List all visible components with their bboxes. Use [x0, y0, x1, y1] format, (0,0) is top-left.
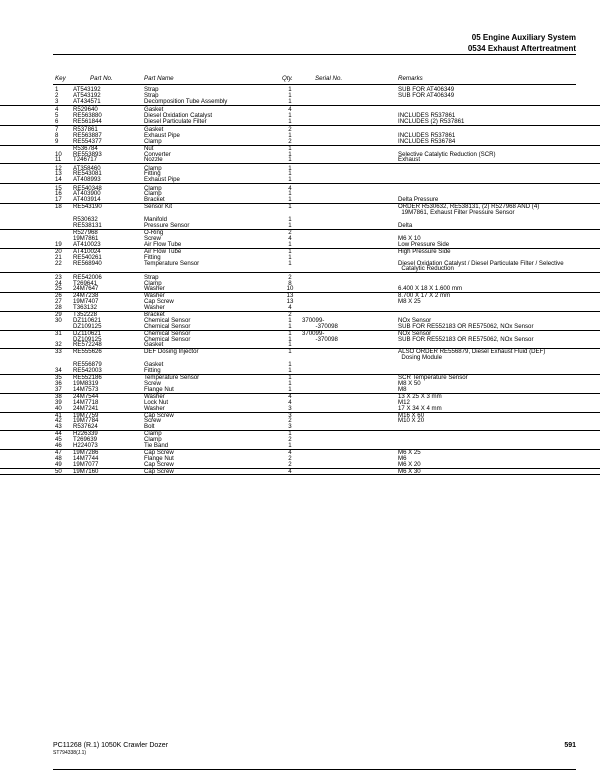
cell-remarks: M6 X 30	[398, 467, 421, 475]
cell-remarks: 8.700 X 17 X 2 mm	[398, 292, 451, 300]
cell-qty: 1	[288, 367, 292, 375]
cell-key: 22	[55, 259, 62, 267]
cell-part-name: Chemical Sensor	[144, 316, 191, 324]
cell-part-name: Tie Band	[144, 441, 169, 449]
cell-part-no: 24M7544	[73, 392, 99, 400]
cell-qty: 1	[288, 203, 292, 211]
cell-key: 50	[55, 467, 62, 475]
cell-qty: 2	[288, 137, 292, 145]
cell-part-name: Nut	[144, 144, 154, 152]
cell-key: 16	[55, 190, 62, 198]
cell-qty: 2	[288, 310, 292, 318]
cell-part-name: Fitting	[144, 253, 161, 261]
cell-remarks: SUB FOR AT406349	[398, 86, 455, 93]
cell-qty: 1	[288, 247, 292, 255]
cell-key: 36	[55, 380, 62, 388]
cell-part-no: RE538131	[73, 222, 102, 230]
cell-qty: 1	[288, 86, 292, 93]
cell-part-name: Clamp	[144, 164, 162, 172]
cell-remarks: SUB FOR RE552183 OR RE575062, NOx Sensor	[398, 322, 534, 330]
cell-qty: 4	[288, 304, 292, 312]
cell-part-no: AT410024	[73, 247, 101, 255]
cell-qty: 3	[288, 404, 292, 412]
cell-part-no: 24M7241	[73, 404, 99, 412]
cell-part-name: Clamp	[144, 137, 162, 145]
cell-key: 15	[55, 184, 62, 192]
cell-serial-no: -370098	[302, 322, 338, 330]
cell-part-no: 19M7286	[73, 448, 99, 456]
cell-key: 40	[55, 404, 62, 412]
cell-qty: 1	[288, 131, 292, 139]
cell-qty: 1	[288, 176, 292, 184]
cell-part-no: RE543081	[73, 170, 102, 178]
cell-part-name: Gasket	[144, 341, 164, 349]
cell-qty: 2	[288, 229, 292, 237]
cell-part-no: RE542006	[73, 273, 102, 281]
cell-key: 2	[55, 91, 59, 99]
cell-part-no: R529640	[73, 105, 98, 113]
cell-part-name: DEF Dosing Injector	[144, 348, 199, 356]
header-divider	[53, 54, 576, 55]
cell-remarks: M12	[398, 398, 410, 406]
cell-remarks: M6 X 25	[398, 448, 421, 456]
cell-part-no: 24M7647	[73, 285, 99, 293]
col-header-qty: Qty.	[282, 75, 293, 82]
cell-qty: 1	[288, 335, 292, 343]
cell-part-no: 19M8319	[73, 380, 99, 388]
cell-qty: 1	[288, 156, 292, 164]
cell-part-name: Flange Nut	[144, 454, 174, 462]
cell-part-no: R527968	[73, 229, 98, 237]
cell-part-name: Cap Screw	[144, 298, 174, 306]
cell-part-no: 19M7784	[73, 417, 99, 425]
table-row	[0, 157, 600, 164]
cell-qty: 4	[288, 398, 292, 406]
cell-qty: 2	[288, 273, 292, 281]
cell-key: 46	[55, 441, 62, 449]
cell-part-name: Washer	[144, 292, 165, 300]
cell-part-no: R537861	[73, 125, 98, 133]
cell-key: 48	[55, 454, 62, 462]
cell-part-name: Clamp	[144, 436, 162, 444]
cell-qty: 4	[288, 184, 292, 192]
page-number: 591	[564, 742, 576, 749]
cell-remarks: ORDER R530632, RE538131, (2) R527968 AND (4)	[398, 203, 540, 211]
cell-key: 42	[55, 417, 62, 425]
cell-part-no: T363132	[73, 304, 98, 312]
cell-part-no: T352228	[73, 310, 98, 318]
cell-serial-no: 370099-	[302, 329, 325, 337]
cell-remarks: 6.400 X 18 X 1.600 mm	[398, 285, 463, 293]
table-row	[0, 177, 600, 184]
cell-qty: 8	[288, 279, 292, 287]
cell-part-name: Sensor Kit	[144, 203, 173, 211]
cell-part-no: 14M7718	[73, 398, 99, 406]
cell-qty: 1	[288, 259, 292, 267]
cell-qty: 3	[288, 423, 292, 431]
cell-part-name: Washer	[144, 285, 165, 293]
cell-key: 35	[55, 374, 62, 382]
cell-remarks: M8	[398, 385, 407, 393]
cell-qty: 1	[288, 117, 292, 125]
cell-part-no: RE556879	[73, 361, 102, 369]
cell-key: 34	[55, 367, 62, 375]
cell-qty: 1	[288, 341, 292, 349]
table-row	[0, 266, 600, 273]
table-row	[0, 119, 600, 126]
cell-remarks: Dosing Module	[398, 354, 443, 362]
cell-part-name: Lock Nut	[144, 398, 169, 406]
cell-part-no: R530632	[73, 216, 98, 224]
cell-qty: 4	[288, 467, 292, 475]
cell-key: 26	[55, 292, 62, 300]
table-row	[0, 469, 600, 476]
cell-key: 43	[55, 423, 62, 431]
cell-part-no: 19M7759	[73, 411, 99, 419]
cell-part-name: Nozzle	[144, 156, 163, 164]
parts-table	[0, 87, 600, 475]
cell-part-no: DZ110621	[73, 329, 102, 337]
cell-key: 31	[55, 329, 62, 337]
cell-part-name: Washer	[144, 392, 165, 400]
cell-key: 20	[55, 247, 62, 255]
col-header-part-no: Part No.	[90, 75, 113, 82]
cell-remarks: SCR Temperature Sensor	[398, 374, 468, 382]
cell-key: 47	[55, 448, 62, 456]
cell-part-no: 14M7744	[73, 454, 99, 462]
cell-part-no: R537624	[73, 423, 98, 431]
cell-part-name: Cap Screw	[144, 411, 174, 419]
cell-remarks: Selective Catalytic Reduction (SCR)	[398, 150, 496, 158]
col-header-part-name: Part Name	[144, 75, 174, 82]
cell-remarks: Delta Pressure	[398, 196, 439, 204]
cell-key: 8	[55, 131, 59, 139]
cell-part-name: O-Ring	[144, 229, 164, 237]
col-header-key: Key	[55, 75, 66, 82]
cell-part-no: H226339	[73, 430, 98, 438]
cell-part-no: AT543192	[73, 86, 101, 93]
cell-key: 17	[55, 196, 62, 204]
cell-part-name: Screw	[144, 234, 161, 242]
cell-part-name: Bracket	[144, 196, 165, 204]
cell-part-no: R536784	[73, 144, 98, 152]
cell-remarks: M6 X 20	[398, 460, 421, 468]
cell-key: 39	[55, 398, 62, 406]
cell-part-name: Strap	[144, 273, 159, 281]
cell-part-name: Gasket	[144, 125, 164, 133]
cell-qty: 1	[288, 430, 292, 438]
cell-part-name: Converter	[144, 150, 171, 158]
cell-part-name: Strap	[144, 86, 159, 93]
cell-qty: 2	[288, 417, 292, 425]
cell-part-name: Air Flow Tube	[144, 240, 182, 248]
cell-qty: 1	[288, 348, 292, 356]
cell-serial-no: 370099-	[302, 316, 325, 324]
cell-qty: 1	[288, 97, 292, 105]
cell-part-no: RE554377	[73, 137, 102, 145]
cell-qty: 3	[288, 411, 292, 419]
cell-part-name: Pressure Sensor	[144, 222, 190, 230]
cell-remarks: SUB FOR AT406349	[398, 91, 455, 99]
cell-key: 6	[55, 117, 59, 125]
cell-remarks: 13 X 25 X 3 mm	[398, 392, 442, 400]
cell-remarks: High Pressure Side	[398, 247, 451, 255]
cell-part-no: AT403900	[73, 190, 101, 198]
cell-remarks: 19M7861, Exhaust Filter Pressure Sensor	[398, 209, 515, 217]
cell-remarks: M16 X 60	[398, 411, 425, 419]
cell-remarks: M8 X 50	[398, 380, 421, 388]
cell-part-no: RE543190	[73, 203, 102, 211]
cell-part-name: Chemical Sensor	[144, 322, 191, 330]
cell-remarks: Diesel Oxidation Catalyst / Diesel Particulate Filter / Selective	[398, 259, 564, 267]
cell-key: 32	[55, 341, 62, 349]
cell-qty: 1	[288, 190, 292, 198]
cell-key: 49	[55, 460, 62, 468]
cell-qty: 1	[288, 150, 292, 158]
cell-part-name: Bolt	[144, 423, 155, 431]
cell-remarks: INCLUDES R537861	[398, 111, 456, 119]
cell-part-name: Strap	[144, 91, 159, 99]
cell-qty: 2	[288, 460, 292, 468]
cell-part-name: Screw	[144, 380, 161, 388]
cell-part-name: Gasket	[144, 105, 164, 113]
cell-part-name: Fitting	[144, 367, 161, 375]
cell-key: 41	[55, 411, 62, 419]
cell-remarks: NOx Sensor	[398, 329, 432, 337]
cell-part-name: Manifold	[144, 216, 168, 224]
cell-remarks: M8 X 25	[398, 298, 421, 306]
cell-qty: 1	[288, 361, 292, 369]
table-row	[0, 355, 600, 361]
cell-remarks: INCLUDES R536784	[398, 137, 456, 145]
cell-qty: 1	[288, 164, 292, 172]
cell-part-no: AT434571	[73, 97, 101, 105]
col-header-serial-no: Serial No.	[315, 75, 343, 82]
cell-qty: 1	[288, 222, 292, 230]
cell-part-name: Exhaust Pipe	[144, 176, 180, 184]
cell-qty: 1	[288, 216, 292, 224]
cell-qty: 1	[288, 380, 292, 388]
cell-key: 30	[55, 316, 62, 324]
cell-part-no: RE540261	[73, 253, 102, 261]
cell-part-name: Diesel Particulate Filter	[144, 117, 207, 125]
cell-part-no: T269641	[73, 279, 98, 287]
cell-remarks: 17 X 34 X 4 mm	[398, 404, 442, 412]
cell-key: 45	[55, 436, 62, 444]
cell-part-name: Chemical Sensor	[144, 335, 191, 343]
cell-key: 37	[55, 385, 62, 393]
cell-qty: 4	[288, 392, 292, 400]
cell-remarks: NOx Sensor	[398, 316, 432, 324]
cell-part-name: Temperature Sensor	[144, 259, 200, 267]
cell-part-no: 19M7160	[73, 467, 99, 475]
cell-part-name: Screw	[144, 417, 161, 425]
cell-qty: 4	[288, 448, 292, 456]
cell-part-no: AT543192	[73, 91, 101, 99]
cell-serial-no: -370098	[302, 335, 338, 343]
cell-key: 9	[55, 137, 59, 145]
cell-key: 5	[55, 111, 59, 119]
cell-qty: 1	[288, 144, 292, 152]
cell-key: 7	[55, 125, 59, 133]
cell-part-no: T269639	[73, 436, 98, 444]
cell-part-no: DZ109125	[73, 322, 102, 330]
cell-remarks: M10 X 20	[398, 417, 425, 425]
cell-part-no: AT408993	[73, 176, 101, 184]
cell-qty: 2	[288, 436, 292, 444]
cell-qty: 1	[288, 385, 292, 393]
cell-part-name: Cap Screw	[144, 460, 174, 468]
cell-key: 14	[55, 176, 62, 184]
cell-part-no: RE561844	[73, 117, 102, 125]
page-title: 05 Engine Auxiliary System	[471, 33, 576, 42]
cell-remarks: M6	[398, 454, 407, 462]
cell-part-name: Clamp	[144, 430, 162, 438]
cell-qty: 1	[288, 322, 292, 330]
cell-remarks: INCLUDES (2) R537861	[398, 117, 465, 125]
cell-part-name: Fitting	[144, 170, 161, 178]
cell-part-no: RE572248	[73, 341, 102, 349]
cell-part-name: Cap Screw	[144, 467, 174, 475]
cell-part-no: AT358460	[73, 164, 101, 172]
cell-qty: 4	[288, 105, 292, 113]
cell-part-no: AT403914	[73, 196, 101, 204]
cell-key: 4	[55, 105, 59, 113]
cell-key: 44	[55, 430, 62, 438]
cell-qty: 2	[288, 454, 292, 462]
cell-qty: 1	[288, 374, 292, 382]
cell-qty: 13	[286, 298, 294, 306]
cell-remarks: Low Pressure Side	[398, 240, 450, 248]
cell-part-no: RE542003	[73, 367, 102, 375]
cell-part-no: DZ109125	[73, 335, 102, 343]
cell-key: 29	[55, 310, 62, 318]
cell-qty: 4	[288, 234, 292, 242]
cell-qty: 1	[288, 170, 292, 178]
cell-qty: 1	[288, 316, 292, 324]
col-header-remarks: Remarks	[398, 75, 423, 82]
column-header-divider	[53, 84, 576, 85]
table-row	[0, 210, 600, 216]
cell-key: 10	[55, 150, 62, 158]
cell-key: 18	[55, 203, 62, 211]
cell-part-name: Bracket	[144, 310, 165, 318]
cell-key: 23	[55, 273, 62, 281]
cell-part-name: Washer	[144, 404, 165, 412]
cell-part-name: Clamp	[144, 184, 162, 192]
cell-part-name: Cap Screw	[144, 448, 174, 456]
cell-part-no: 19M7861	[73, 234, 99, 242]
footer-doc-code: ST794338(J.1)	[53, 750, 87, 756]
cell-key: 19	[55, 240, 62, 248]
cell-part-name: Temperature Sensor	[144, 374, 200, 382]
cell-remarks: SUB FOR RE552183 OR RE575062, NOx Sensor	[398, 335, 534, 343]
cell-part-no: RE563887	[73, 131, 102, 139]
cell-qty: 1	[288, 253, 292, 261]
footer-divider	[53, 769, 576, 770]
cell-part-name: Chemical Sensor	[144, 329, 191, 337]
cell-remarks: Exhaust	[398, 156, 421, 164]
cell-part-no: 19M7407	[73, 298, 99, 306]
cell-key: 1	[55, 86, 59, 93]
cell-part-no: RE568940	[73, 259, 102, 267]
cell-qty: 2	[288, 125, 292, 133]
page-subtitle: 0534 Exhaust Aftertreatment	[467, 44, 576, 53]
cell-qty: 1	[288, 329, 292, 337]
cell-part-no: RE552186	[73, 374, 102, 382]
cell-remarks: Catalytic Reduction	[398, 265, 454, 273]
cell-key: 13	[55, 170, 62, 178]
cell-part-no: RE563880	[73, 111, 102, 119]
cell-qty: 1	[288, 441, 292, 449]
cell-part-no: RE540348	[73, 184, 102, 192]
cell-part-no: 14M7573	[73, 385, 99, 393]
table-row	[0, 99, 600, 106]
cell-remarks: INCLUDES R537861	[398, 131, 456, 139]
cell-remarks: M6 X 10	[398, 234, 421, 242]
cell-part-name: Flange Nut	[144, 385, 174, 393]
cell-part-no: RE555626	[73, 348, 102, 356]
cell-part-no: DZ110621	[73, 316, 102, 324]
cell-qty: 1	[288, 240, 292, 248]
cell-qty: 13	[286, 292, 294, 300]
footer-doc-info: PC11268 (R.1) 1050K Crawler Dozer	[53, 742, 169, 749]
cell-key: 28	[55, 304, 62, 312]
cell-remarks: Delta	[398, 222, 413, 230]
cell-part-no: H224073	[73, 441, 98, 449]
cell-qty: 1	[288, 111, 292, 119]
cell-part-no: 24M7238	[73, 292, 99, 300]
cell-qty: 1	[288, 91, 292, 99]
cell-part-name: Clamp	[144, 190, 162, 198]
cell-part-name: Gasket	[144, 361, 164, 369]
cell-part-name: Washer	[144, 304, 165, 312]
cell-key: 21	[55, 253, 62, 261]
cell-key: 3	[55, 97, 59, 105]
cell-key: 25	[55, 285, 62, 293]
cell-qty: 10	[286, 285, 294, 293]
cell-part-name: Decomposition Tube Assembly	[144, 97, 228, 105]
cell-key: 33	[55, 348, 62, 356]
cell-part-name: Clamp	[144, 279, 162, 287]
cell-key: 38	[55, 392, 62, 400]
cell-key: 11	[55, 156, 62, 164]
cell-key: 24	[55, 279, 62, 287]
cell-key: 27	[55, 298, 62, 306]
cell-part-name: Air Flow Tube	[144, 247, 182, 255]
cell-part-no: 19M7077	[73, 460, 99, 468]
cell-remarks: ALSO ORDER RE556879, Diesel Exhaust Fluid (DEF)	[398, 348, 546, 356]
cell-part-no: T246717	[73, 156, 98, 164]
cell-qty: 1	[288, 196, 292, 204]
cell-part-name: Diesel Oxidation Catalyst	[144, 111, 213, 119]
cell-part-no: RE553893	[73, 150, 102, 158]
cell-part-name: Exhaust Pipe	[144, 131, 180, 139]
cell-part-no: AT410023	[73, 240, 101, 248]
cell-key: 12	[55, 164, 62, 172]
